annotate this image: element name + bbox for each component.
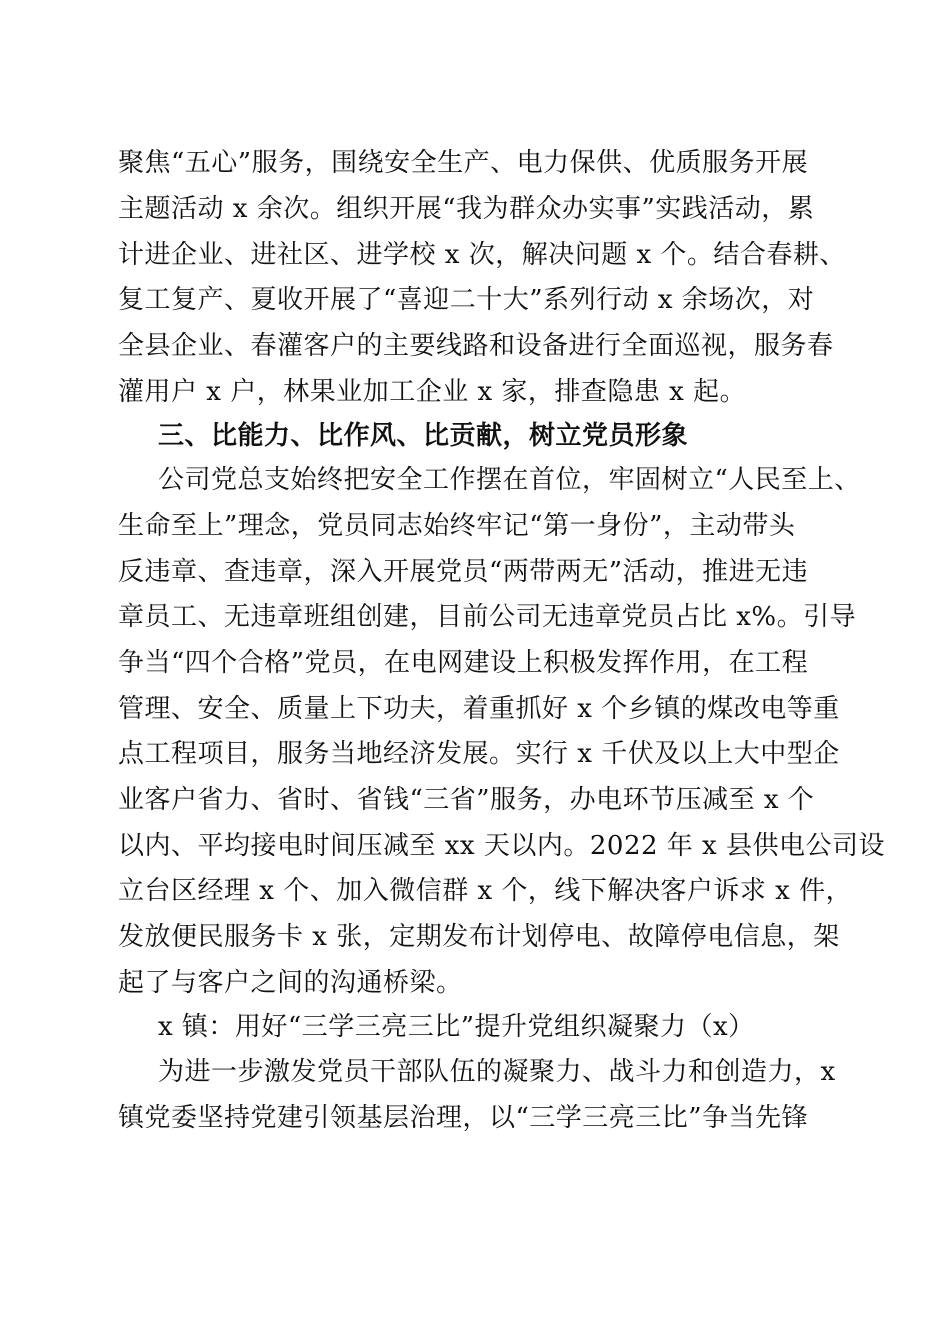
body-text-line: 争当“四个合格”党员，在电网建设上积极发挥作用，在工程 [118, 648, 809, 678]
body-text-line: 以内、平均接电时间压减至 xx 天以内。2022 年 x 县供电公司设 [118, 831, 885, 861]
body-text-line: 立台区经理 x 个、加入微信群 x 个，线下解决客户诉求 x 件， [118, 876, 853, 906]
body-text-line: 主题活动 x 余次。组织开展“我为群众办实事”实践活动，累 [118, 194, 815, 224]
body-text-line: 章员工、无违章班组创建，目前公司无违章党员占比 x%。引导 [118, 602, 857, 632]
body-text-line: 镇党委坚持党建引领基层治理，以“三学三亮三比”争当先锋 [118, 1103, 809, 1133]
body-text-line: 全县企业、春灌客户的主要线路和设备进行全面巡视，服务春 [118, 331, 834, 361]
section-heading: 三、比能力、比作风、比贡献，树立党员形象 [158, 421, 689, 451]
body-text-line: 反违章、查违章，深入开展党员“两带两无”活动，推进无违 [118, 557, 809, 587]
body-text-line: 发放便民服务卡 x 张，定期发布计划停电、故障停电信息，架 [118, 922, 840, 952]
body-text-line: 灌用户 x 户，林果业加工企业 x 家，排查隐患 x 起。 [118, 377, 747, 407]
body-text-line: 复工复产、夏收开展了“喜迎二十大”系列行动 x 余场次，对 [118, 285, 815, 315]
subtitle-line: x 镇：用好“三学三亮三比”提升党组织凝聚力（x） [158, 1012, 755, 1042]
body-text-line: 起了与客户之间的沟通桥梁。 [118, 968, 463, 998]
body-text-line: 为进一步激发党员干部队伍的凝聚力、战斗力和创造力，x [158, 1057, 836, 1087]
body-text-line: 生命至上”理念，党员同志始终牢记“第一身份”，主动带头 [118, 511, 796, 541]
body-text-line: 点工程项目，服务当地经济发展。实行 x 千伏及以上大中型企 [118, 739, 840, 769]
body-text-line: 计进企业、进社区、进学校 x 次，解决问题 x 个。结合春耕、 [118, 240, 846, 270]
body-text-line: 公司党总支始终把安全工作摆在首位，牢固树立“人民至上、 [158, 465, 861, 495]
body-text-line: 管理、安全、质量上下功夫，着重抓好 x 个乡镇的煤改电等重 [118, 694, 840, 724]
body-text-line: 聚焦“五心”服务，围绕安全生产、电力保供、优质服务开展 [118, 148, 809, 178]
body-text-line: 业客户省力、省时、省钱“三省”服务，办电环节压减至 x 个 [118, 785, 815, 815]
